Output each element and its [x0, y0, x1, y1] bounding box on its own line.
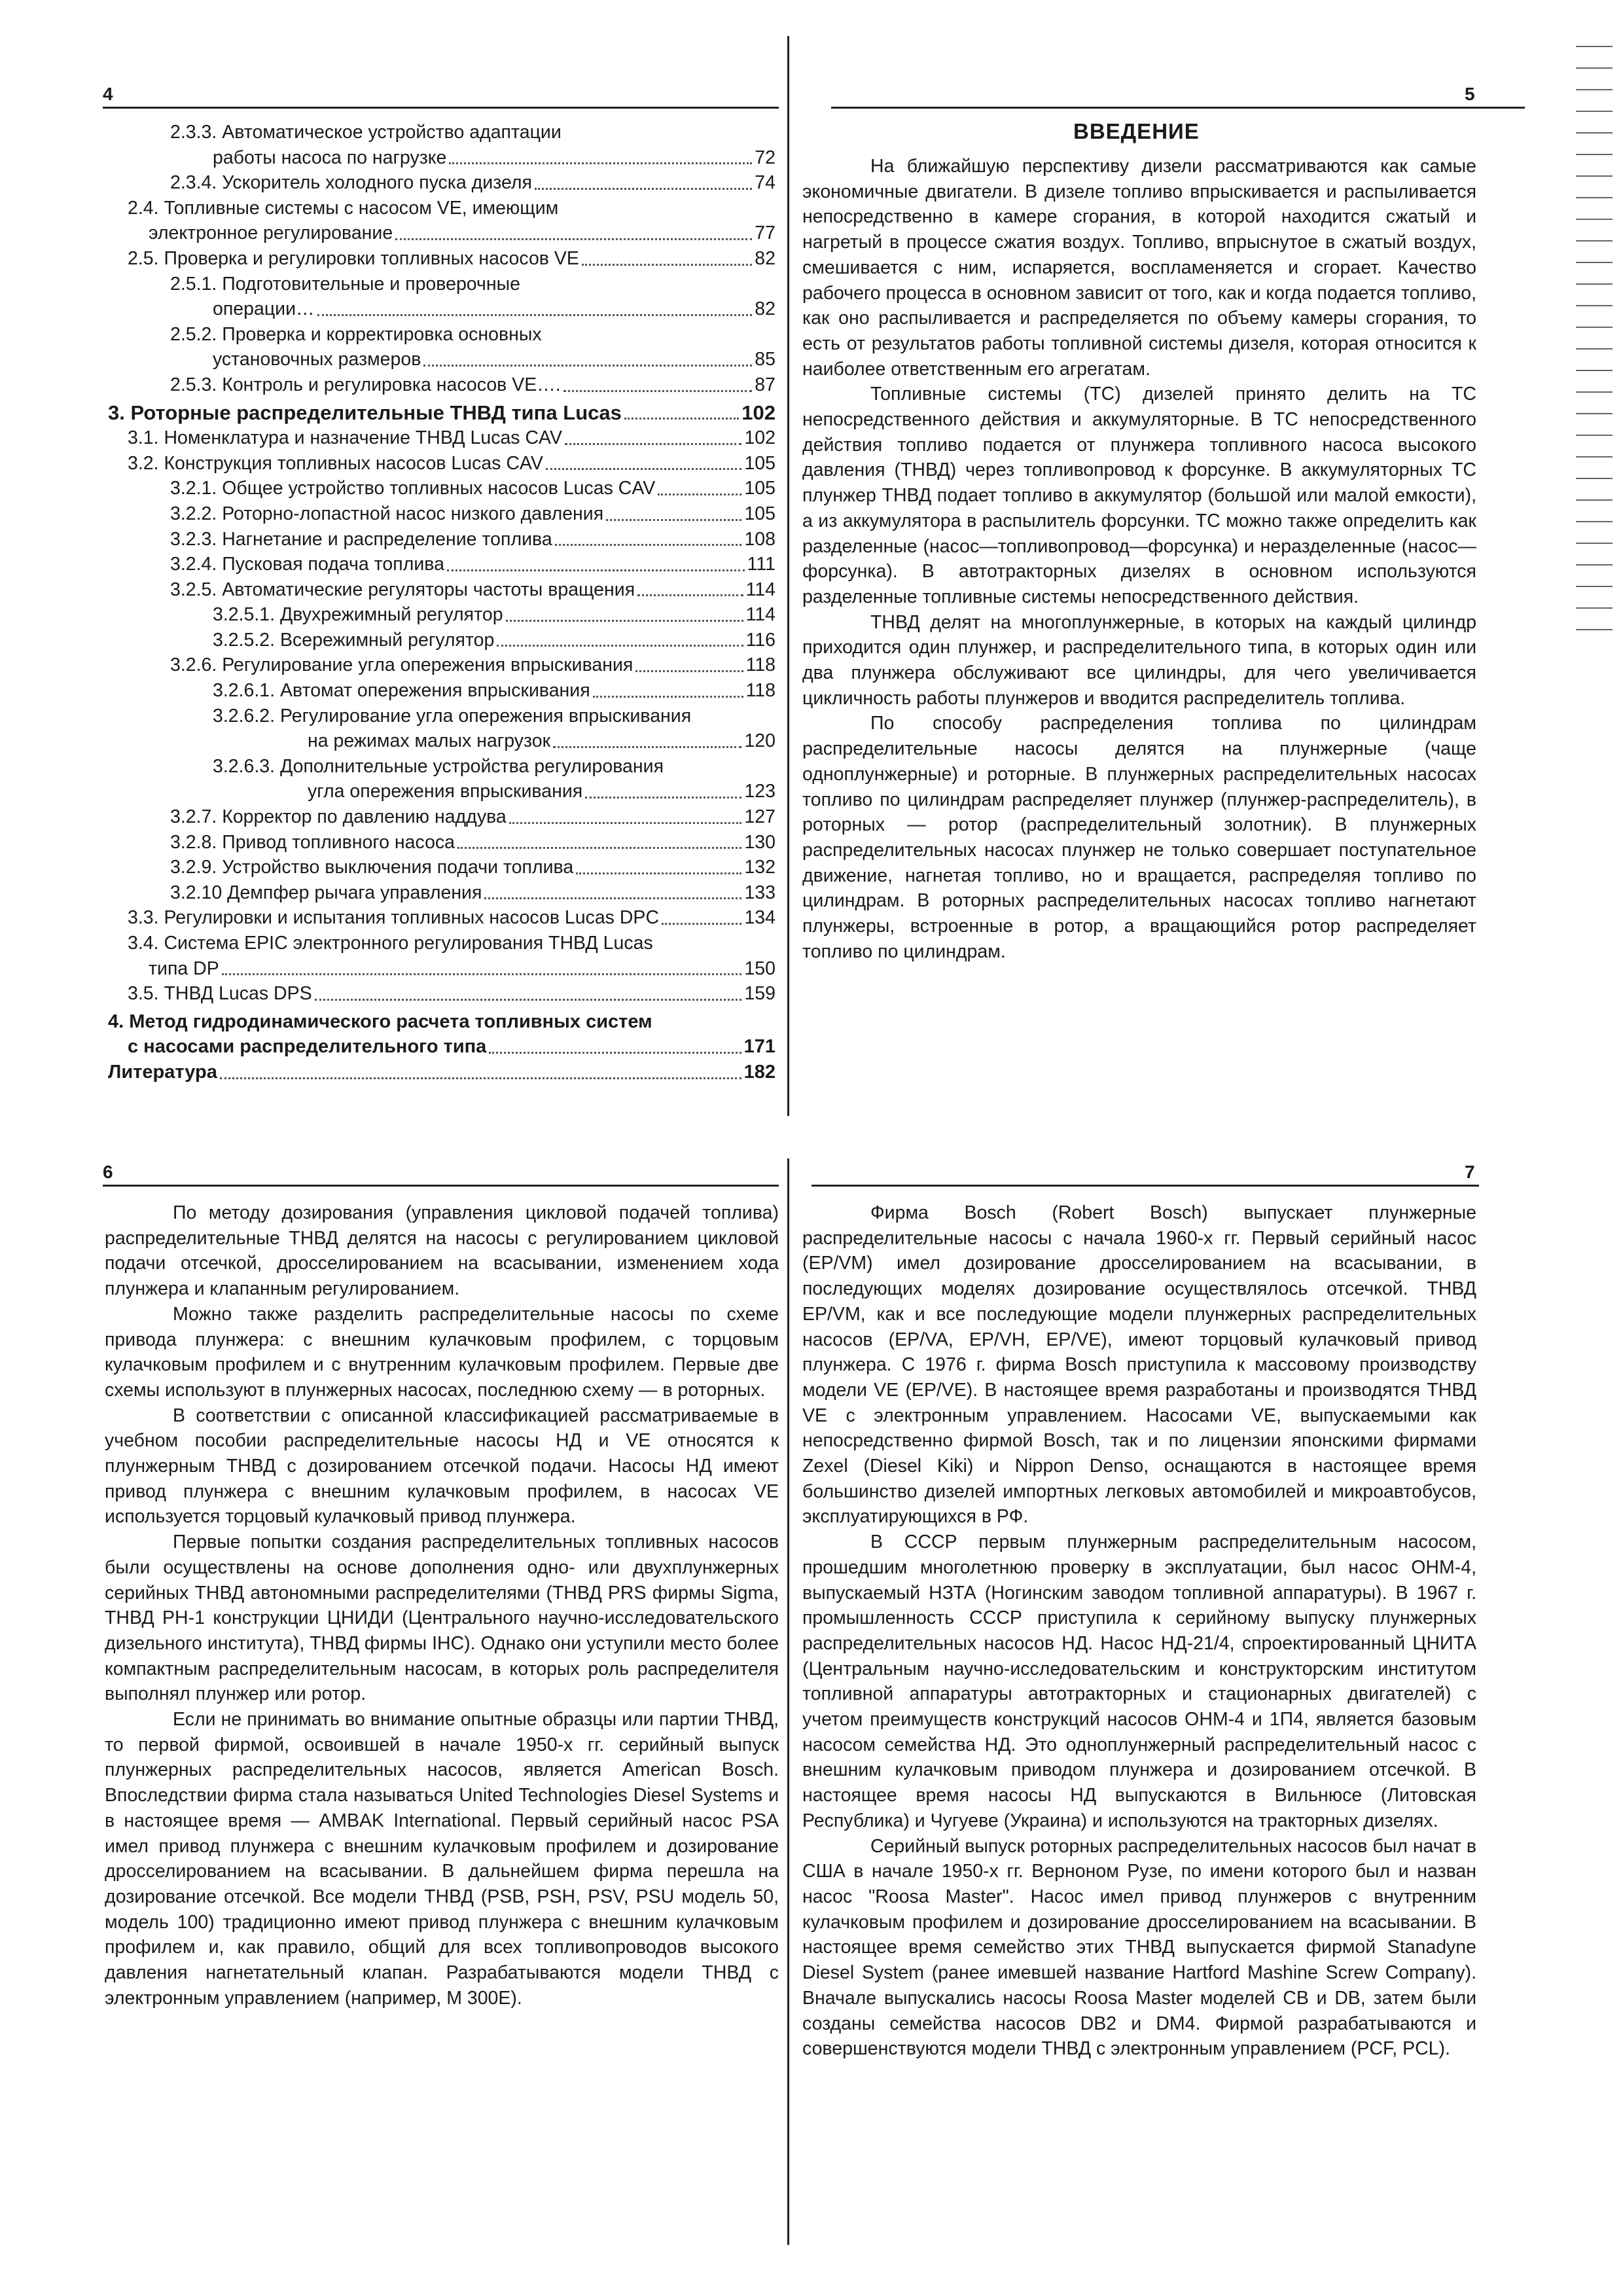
- toc-entry-page: 82: [755, 298, 776, 320]
- toc-entry-title: 3.2.1. Общее устройство топливных насосов Lucas CAV: [170, 478, 656, 499]
- toc-leader-dots: [658, 493, 741, 495]
- margin-tick: [1576, 435, 1613, 436]
- margin-tick: [1576, 89, 1613, 90]
- margin-tick: [1576, 283, 1613, 285]
- paragraph: В соответствии с описанной классификацией рассматриваемые в учебном пособии распределительные насосы НД и VE относятся к плунжерным ТНВД с дозированием отсечкой подачи. Насосы НД имеют привод плунжера с внешним кулачковым профилем, в насосах VE используется торцовый кулачковый привод плунжера.: [105, 1405, 779, 1528]
- margin-tick: [1576, 521, 1613, 522]
- toc-entry[interactable]: [213, 602, 776, 628]
- margin-tick: [1576, 543, 1613, 544]
- margin-tick: [1576, 240, 1613, 242]
- paragraph: По способу распределения топлива по цилиндрам распределительные насосы делятся на плунжерные (чаще одноплунжерные) и роторные. В плунжерных распределительных насосах топливо по цилиндрам распределяет плунжер (плунжер-распределитель), в роторных — ротор (распределительный золотник). В плунжерных распределительных насосах плунжер не только совершает поступательное движение, нагнетая топливо, но и вращается, распределяя топливо по цилиндрам. В роторных распределительных насосах топливо нагнетают плунжеры, встроенные в ротор, а вращающийся ротор распределяет топливо по цилиндрам.: [802, 713, 1476, 962]
- toc-entry-title: 3.5. ТНВД Lucas DPS: [128, 983, 312, 1005]
- toc-entry[interactable]: [128, 931, 776, 981]
- toc-entry-title: 3.2.6.2. Регулирование угла опережения впрыскивания: [213, 705, 692, 726]
- toc-entry-page: 102: [741, 401, 776, 424]
- toc-leader-dots: [509, 822, 742, 824]
- paragraph: Фирма Bosch (Robert Bosch) выпускает плунжерные распределительные насосы с начала 1960-х гг. Первый серийный насос (EP/VM) имел дозирование дросселированием на всасывании, в последующих моделях дозирование осуществлялось отсечкой. ТНВД EP/VM, как и все последующие модели плунжерных распределительных насосов (EP/VA, EP/VH, EP/VE), имеют торцовый кулачковый привод плунжера. С 1976 г. фирма Bosch приступила к массовому производству модели VE (EP/VE). В настоящее время разработаны и производятся ТНВД VE с электронным управлением. Насосами VE, выпускаемыми как непосредственно фирмой Bosch, так и по лицензии японскими фирмами Zexel (Diesel Kiki) и Nippon Denso, оснащаются в настоящее время большинство дизелей импортных легковых автомобилей и микроавтобусов, эксплуатирующихся в РФ.: [802, 1202, 1476, 1528]
- toc-entry[interactable]: [170, 120, 776, 170]
- toc-entry-title: 2.5. Проверка и регулировки топливных насосов VE: [128, 247, 579, 269]
- toc-entry-page: 102: [744, 427, 776, 449]
- margin-tick: [1576, 456, 1613, 457]
- toc-entry[interactable]: [213, 704, 776, 754]
- toc-entry[interactable]: [170, 577, 776, 603]
- toc-entry-title: 3.2.6. Регулирование угла опережения впрыскивания: [170, 655, 633, 676]
- toc-entry[interactable]: [128, 425, 776, 451]
- toc-entry[interactable]: [108, 1009, 776, 1060]
- toc-entry[interactable]: [108, 1060, 776, 1085]
- toc-entry-title: 3.2.6.3. Дополнительные устройства регулирования: [213, 755, 664, 777]
- toc-leader-dots: [423, 365, 752, 367]
- toc-leader-dots: [624, 418, 739, 420]
- toc-entry-title: 3.4. Система EPIC электронного регулирования ТНВД Lucas: [128, 933, 653, 954]
- toc-leader-dots: [582, 264, 752, 266]
- toc-entry-page: 120: [744, 730, 776, 752]
- toc-entry-page: 114: [745, 579, 776, 600]
- toc-entry[interactable]: [128, 905, 776, 931]
- margin-tick: [1576, 413, 1613, 414]
- toc-entry-title: типа DP: [149, 958, 219, 979]
- toc-entry-page: 118: [745, 680, 776, 702]
- paragraph: На ближайшую перспективу дизели рассматриваются как самые экономичные двигатели. В дизеле топливо впрыскивается и распыливается непосредственно в камере сгорания, в которой находится сжатый и нагретый в процессе сжатия воздух. Топливо, впрыснутое в сжатый воздух, смешивается с ним, испаряется, воспламеняется и сгорает. Качество рабочего процесса в основном зависит от того, как и когда подается топливо, как оно распыливается и распределяется по объему камеры сгорания, то есть от результатов работы топливной системы дизеля, которая относится к наиболее ответственным его агрегатам.: [802, 156, 1476, 380]
- toc-entry[interactable]: [170, 880, 776, 906]
- toc-entry-title: с насосами распределительного типа: [128, 1036, 487, 1058]
- toc-entry[interactable]: [170, 322, 776, 372]
- toc-entry-title: операции…: [213, 298, 315, 320]
- margin-tick: [1576, 197, 1613, 198]
- table-of-contents: [108, 120, 776, 1085]
- toc-entry-page: 114: [745, 604, 776, 626]
- toc-entry-title: 3.2.2. Роторно-лопастной насос низкого давления: [170, 503, 604, 524]
- margin-tick: [1576, 370, 1613, 371]
- toc-entry-title: 3. Роторные распределительные ТНВД типа Lucas: [108, 401, 622, 424]
- toc-leader-dots: [606, 519, 741, 521]
- toc-entry-title: 2.4. Топливные системы с насосом VE, имеющим: [128, 197, 559, 219]
- toc-entry[interactable]: [128, 196, 776, 246]
- toc-entry-page: 74: [755, 172, 776, 194]
- margin-tick: [1576, 607, 1613, 609]
- toc-leader-dots: [576, 872, 741, 874]
- toc-entry-page: 123: [744, 781, 776, 802]
- toc-entry[interactable]: [170, 501, 776, 527]
- toc-entry-title: Литература: [108, 1061, 217, 1083]
- page-divider-vertical-top: [787, 36, 789, 1116]
- toc-entry[interactable]: [170, 527, 776, 552]
- toc-entry-title: угла опережения впрыскивания: [308, 781, 583, 802]
- toc-entry-page: 111: [747, 554, 776, 575]
- toc-entry-page: 82: [755, 247, 776, 269]
- page-7-top-rule: [812, 1185, 1479, 1187]
- toc-entry[interactable]: [213, 628, 776, 653]
- toc-entry-title: 3.2.10 Демпфер рычага управления: [170, 882, 482, 903]
- toc-leader-dots: [457, 847, 741, 849]
- toc-entry-page: 85: [755, 349, 776, 370]
- toc-leader-dots: [489, 1052, 741, 1054]
- page-5-top-rule: [831, 107, 1525, 109]
- toc-entry[interactable]: [170, 653, 776, 678]
- toc-leader-dots: [555, 544, 742, 546]
- toc-entry[interactable]: [128, 981, 776, 1007]
- paragraph: Серийный выпуск роторных распределительных насосов был начат в США в начале 1950-х гг. Верноном Рузе, по имени которого был и назван насос "Roosa Master". Насос имел привод плунжеров с внутренним кулачковым профилем и дозирование дросселированием на всасывании. В настоящее время семейство этих ТНВД выпускается фирмой Stanadyne Diesel System (ранее имевшей название Hartford Mashine Screw Company). Вначале выпускались насосы Roosa Master моделей CB и DB, затем были созданы семейства насосов DB2 и DM4. Фирмой разрабатываются и совершенствуются модели ТНВД с электронным управлением (PCF, PCL).: [802, 1835, 1476, 2060]
- toc-leader-dots: [497, 645, 743, 647]
- margin-tick: [1576, 391, 1613, 393]
- margin-tick: [1576, 111, 1613, 112]
- toc-leader-dots: [222, 973, 742, 975]
- toc-leader-dots: [535, 188, 752, 190]
- toc-entry-title: 3.2.5. Автоматические регуляторы частоты вращения: [170, 579, 635, 600]
- paragraph: Первые попытки создания распределительных топливных насосов были осуществлены на основе дополнения одно- или двухплунжерных серийных ТНВД автономными распределителями (ТНВД PRS фирмы Sigma, ТНВД PH-1 конструкции ЦНИДИ (Центрального научно-исследовательского дизельного института), ТНВД фирмы IHC). Однако они уступили место более компактным распределительным насосам, в которых роль распределителя выполнял плунжер или ротор.: [105, 1532, 779, 1705]
- margin-tick: [1576, 46, 1613, 47]
- toc-entry-title: 3.2.5.2. Всережимный регулятор: [213, 629, 495, 651]
- toc-entry-title: 3.1. Номенклатура и назначение ТНВД Lucas CAV: [128, 427, 562, 449]
- toc-entry-page: 182: [743, 1061, 776, 1083]
- paragraph: В СССР первым плунжерным распределительным насосом, прошедшим многолетнюю проверку в эксплуатации, был насос ОНМ-4, выпускаемый НЗТА (Ногинским заводом топливной аппаратуры). В 1967 г. промышленность СССР приступила к серийному выпуску плунжерных распределительных насосов НД. Насос НД-21/4, спроектированный ЦНИТА (Центральным научно-исследовательским и конструкторским институтом топливной аппаратуры автотракторных и стационарных двигателей) с учетом преимуществ конструкций насосов ОНМ-4 и 1П4, является базовым насосом семейства НД. Это одноплунжерный распределительный насос с внешним кулачковым приводом плунжера и дозированием отсечкой. В настоящее время насосы НД выпускаются в Вильнюсе (Литовская Республика) и Чугуеве (Украина) и используются на тракторных дизелях.: [802, 1532, 1476, 1831]
- toc-entry-page: 105: [744, 452, 776, 474]
- toc-entry[interactable]: [128, 451, 776, 476]
- margin-tick: [1576, 478, 1613, 479]
- toc-leader-dots: [635, 670, 743, 672]
- margin-tick: [1576, 586, 1613, 587]
- margin-tick: [1576, 219, 1613, 220]
- toc-leader-dots: [563, 390, 753, 392]
- toc-leader-dots: [395, 238, 752, 240]
- toc-leader-dots: [637, 594, 743, 596]
- paragraph: ТНВД делят на многоплунжерные, в которых на каждый цилиндр приходится один плунжер, и распределительного типа, в которых один или два плунжера обслуживают все цилиндры, для чего увеличивается цикличность работы плунжеров и вводится распределитель топлива.: [802, 611, 1476, 709]
- toc-entry-title: 2.5.3. Контроль и регулировка насосов VE….: [170, 374, 561, 395]
- toc-entry-page: 159: [744, 983, 776, 1005]
- margin-tick: [1576, 564, 1613, 565]
- page-7-text: [802, 1200, 1476, 2062]
- toc-entry[interactable]: [170, 804, 776, 830]
- toc-entry-page: 130: [744, 831, 776, 853]
- paragraph: По методу дозирования (управления цикловой подачей топлива) распределительные ТНВД делятся на насосы с регулированием цикловой подачи отсечкой, дросселированием на всасывании, изменением хода плунжера и клапанным регулированием.: [105, 1202, 779, 1300]
- paragraph: Если не принимать во внимание опытные образцы или партии ТНВД, то первой фирмой, освоившей в начале 1950-х гг. серийный выпуск плунжерных распределительных насосов, является American Bosch. Впоследствии фирма стала называться United Technologies Diesel Systems и в настоящее время — AMBAK International. Первый серийный насос PSA имел привод плунжера с внешним кулачковым профилем и дозирование дросселированием на всасывании. В дальнейшем фирма перешла на дозирование отсечкой. Все модели ТНВД (PSB, PSH, PSV, PSU модель 50, модель 100) традиционно имеют привод плунжера с внешним кулачковым профилем и, как правило, общий для всех топливопроводов высокого давления нагнетательный клапан. Разрабатываются модели ТНВД с электронным управлением (например, М 300Е).: [105, 1709, 779, 2009]
- paragraph: Топливные системы (ТС) дизелей принято делить на ТС непосредственного действия и аккумуляторные. В ТС непосредственного действия топливо подается от плунжера топливного насоса высокого давления (ТНВД) через топливопровод к форсунке. В аккумуляторных ТС плунжер ТНВД подает топливо в аккумулятор (большой или малой емкости), а из аккумулятора в распылитель форсунки. ТС можно также определить как разделенные (насос—топливопровод—форсунка) и неразделенные (насос—форсунка). В автотракторных дизелях в основном используются разделенные топливные системы непосредственного действия.: [802, 384, 1476, 607]
- toc-entry[interactable]: [213, 678, 776, 704]
- toc-leader-dots: [506, 620, 743, 622]
- toc-entry-title: установочных размеров: [213, 349, 421, 370]
- margin-tick: [1576, 262, 1613, 263]
- toc-entry-title: 4. Метод гидродинамического расчета топливных систем: [108, 1011, 652, 1032]
- toc-entry-title: 3.2.3. Нагнетание и распределение топлива: [170, 528, 552, 550]
- toc-entry-title: 3.2.4. Пусковая подача топлива: [170, 554, 444, 575]
- toc-entry-title: 3.2.6.1. Автомат опережения впрыскивания: [213, 680, 590, 702]
- page-number-6: 6: [103, 1162, 113, 1182]
- toc-entry-page: 118: [745, 655, 776, 676]
- toc-entry-title: 3.2.9. Устройство выключения подачи топлива: [170, 857, 574, 878]
- toc-entry-page: 133: [744, 882, 776, 903]
- toc-entry[interactable]: [128, 246, 776, 272]
- toc-entry[interactable]: [108, 401, 776, 426]
- toc-entry[interactable]: [213, 754, 776, 804]
- toc-entry-page: 72: [755, 147, 776, 168]
- margin-tick: [1576, 348, 1613, 350]
- toc-entry-title: 2.3.3. Автоматическое устройство адаптации: [170, 122, 562, 143]
- toc-entry-title: электронное регулирование: [149, 223, 393, 244]
- toc-entry-page: 108: [744, 528, 776, 550]
- toc-entry[interactable]: [170, 552, 776, 577]
- margin-tick: [1576, 175, 1613, 177]
- margin-tick: [1576, 305, 1613, 306]
- toc-entry-page: 134: [744, 907, 776, 929]
- toc-leader-dots: [449, 162, 752, 164]
- page-6-text: [105, 1200, 779, 2011]
- toc-entry-title: работы насоса по нагрузке: [213, 147, 447, 168]
- margin-tick: [1576, 154, 1613, 155]
- toc-entry[interactable]: [170, 476, 776, 501]
- toc-entry[interactable]: [170, 855, 776, 880]
- toc-leader-dots: [593, 696, 743, 698]
- page-number-4: 4: [103, 84, 113, 104]
- toc-leader-dots: [315, 999, 742, 1001]
- toc-entry[interactable]: [170, 830, 776, 855]
- toc-entry-page: 77: [755, 223, 776, 244]
- page-number-7: 7: [1465, 1162, 1475, 1182]
- toc-entry-page: 105: [744, 503, 776, 524]
- toc-entry-title: 2.5.2. Проверка и корректировка основных: [170, 323, 542, 345]
- page-divider-vertical-bottom: [787, 1158, 789, 2245]
- margin-ticks: [1576, 46, 1615, 651]
- toc-leader-dots: [546, 468, 742, 470]
- margin-tick: [1576, 629, 1613, 630]
- page-4-top-rule: [103, 107, 779, 109]
- toc-entry-title: 2.5.1. Подготовительные и проверочные: [170, 273, 520, 295]
- toc-leader-dots: [220, 1077, 741, 1079]
- toc-entry-title: на режимах малых нагрузок: [308, 730, 551, 752]
- toc-entry-page: 116: [745, 629, 776, 651]
- page-number-5: 5: [1465, 84, 1475, 104]
- toc-leader-dots: [447, 569, 745, 571]
- toc-leader-dots: [662, 923, 741, 925]
- toc-entry[interactable]: [170, 170, 776, 196]
- toc-entry-page: 171: [743, 1036, 776, 1058]
- toc-entry-page: 150: [744, 958, 776, 979]
- toc-entry-title: 3.2.5.1. Двухрежимный регулятор: [213, 604, 503, 626]
- toc-entry-page: 105: [744, 478, 776, 499]
- page-6-top-rule: [103, 1185, 779, 1187]
- toc-leader-dots: [585, 797, 741, 798]
- toc-entry[interactable]: [170, 272, 776, 322]
- toc-entry-page: 87: [755, 374, 776, 395]
- toc-entry-title: 3.2.7. Корректор по давлению наддува: [170, 806, 507, 828]
- paragraph: Можно также разделить распределительные насосы по схеме привода плунжера: с внешним кулачковым профилем, с торцовым кулачковым профилем и с внутренним кулачковым профилем. Первые две схемы используют в плунжерных насосах, последнюю схему — в роторных.: [105, 1303, 779, 1401]
- toc-leader-dots: [565, 443, 741, 445]
- margin-tick: [1576, 327, 1613, 328]
- margin-tick: [1576, 67, 1613, 69]
- toc-entry-title: 3.2. Конструкция топливных насосов Lucas CAV: [128, 452, 543, 474]
- toc-entry-page: 132: [744, 857, 776, 878]
- margin-tick: [1576, 132, 1613, 134]
- toc-leader-dots: [553, 746, 741, 748]
- toc-leader-dots: [317, 314, 753, 316]
- toc-entry-title: 3.2.8. Привод топливного насоса: [170, 831, 455, 853]
- toc-entry-title: 2.3.4. Ускоритель холодного пуска дизеля: [170, 172, 532, 194]
- toc-entry[interactable]: [170, 372, 776, 398]
- introduction-text: [802, 154, 1476, 965]
- toc-leader-dots: [484, 897, 741, 899]
- introduction-heading: ВВЕДЕНИЕ: [1073, 119, 1200, 143]
- toc-entry-title: 3.3. Регулировки и испытания топливных насосов Lucas DPC: [128, 907, 660, 929]
- toc-entry-page: 127: [744, 806, 776, 828]
- margin-tick: [1576, 499, 1613, 501]
